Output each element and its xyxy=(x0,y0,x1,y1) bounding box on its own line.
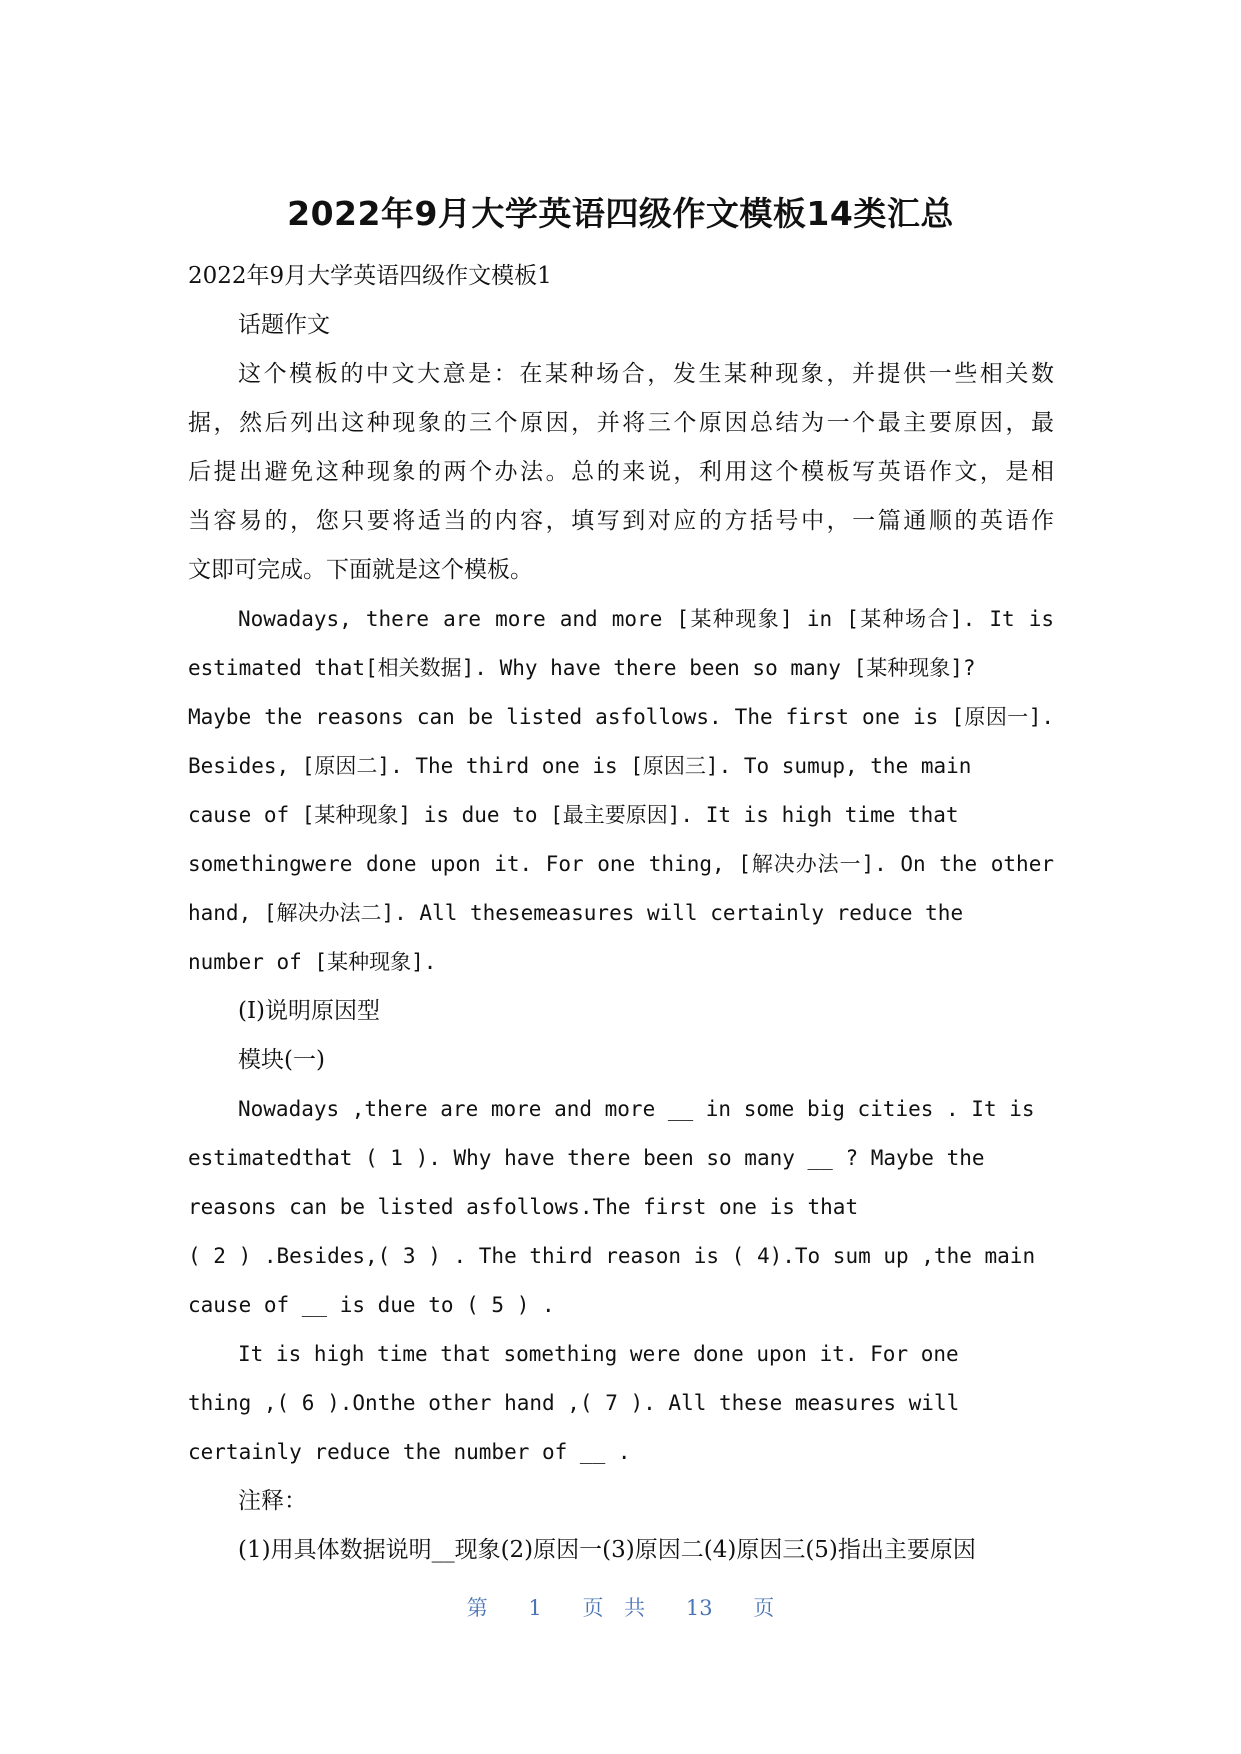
section-topic: 话题作文 xyxy=(238,312,330,338)
footer-mid: 页 共 xyxy=(582,1596,646,1620)
notes-heading: 注释： xyxy=(238,1488,307,1514)
module-line: reasons can be listed asfollows.The first one is that xyxy=(188,1195,859,1219)
template-line: somethingwere done upon it. For one thing, [解决办法一]. On the other xyxy=(188,852,1054,876)
module-line: cause of __ is due to ( 5 ) . xyxy=(188,1293,555,1317)
template-line: Maybe the reasons can be listed asfollows. The first one is [原因一]. xyxy=(188,705,1054,729)
template-line: estimated that[相关数据]. Why have there been so many [某种现象]? xyxy=(188,656,976,680)
template-line: hand, [解决办法二]. All thesemeasures will certainly reduce the xyxy=(188,901,964,925)
module-heading: 模块(一) xyxy=(238,1047,325,1073)
footer-page-total: 13 xyxy=(685,1596,713,1620)
page-title: 2022年9月大学英语四级作文模板14类汇总 xyxy=(287,194,954,233)
template-line: number of [某种现象]. xyxy=(188,950,437,974)
module-line: thing ,( 6 ).Onthe other hand ,( 7 ). All these measures will xyxy=(188,1391,960,1415)
intro-line: 文即可完成。下面就是这个模板。 xyxy=(188,557,533,583)
template-line: cause of [某种现象] is due to [最主要原因]. It is high time that xyxy=(188,803,959,827)
footer-suffix: 页 xyxy=(753,1596,775,1620)
document-body xyxy=(188,252,1054,1575)
module-line: Nowadays ,there are more and more __ in some big cities . It is xyxy=(238,1097,1035,1121)
module-line: It is high time that something were done upon it. For one xyxy=(238,1342,959,1366)
template-line: Besides, [原因二]. The third one is [原因三]. To sumup, the main xyxy=(188,754,972,778)
module-line: certainly reduce the number of __ . xyxy=(188,1440,631,1464)
template-line: Nowadays, there are more and more [某种现象] in [某种场合]. It is xyxy=(238,607,1054,631)
intro-line: 这个模板的中文大意是：在某种场合，发生某种现象，并提供一些相关数 xyxy=(238,361,1054,387)
intro-line: 当容易的，您只要将适当的内容，填写到对应的方括号中，一篇通顺的英语作 xyxy=(188,508,1054,534)
type-heading: (I)说明原因型 xyxy=(238,998,381,1024)
subtitle: 2022年9月大学英语四级作文模板1 xyxy=(188,263,552,289)
intro-line: 据，然后列出这种现象的三个原因，并将三个原因总结为一个最主要原因，最 xyxy=(188,410,1054,436)
module-line: estimatedthat ( 1 ). Why have there been so many __ ? Maybe the xyxy=(188,1146,985,1170)
footer-prefix: 第 xyxy=(466,1596,488,1620)
intro-line: 后提出避免这种现象的两个办法。总的来说，利用这个模板写英语作文，是相 xyxy=(188,459,1054,485)
module-line: ( 2 ) .Besides,( 3 ) . The third reason is ( 4).To sum up ,the main xyxy=(188,1244,1036,1268)
page-footer xyxy=(0,1592,1241,1622)
notes-line: (1)用具体数据说明__现象(2)原因一(3)原因二(4)原因三(5)指出主要原因 xyxy=(238,1537,976,1563)
footer-page-current: 1 xyxy=(528,1596,542,1620)
